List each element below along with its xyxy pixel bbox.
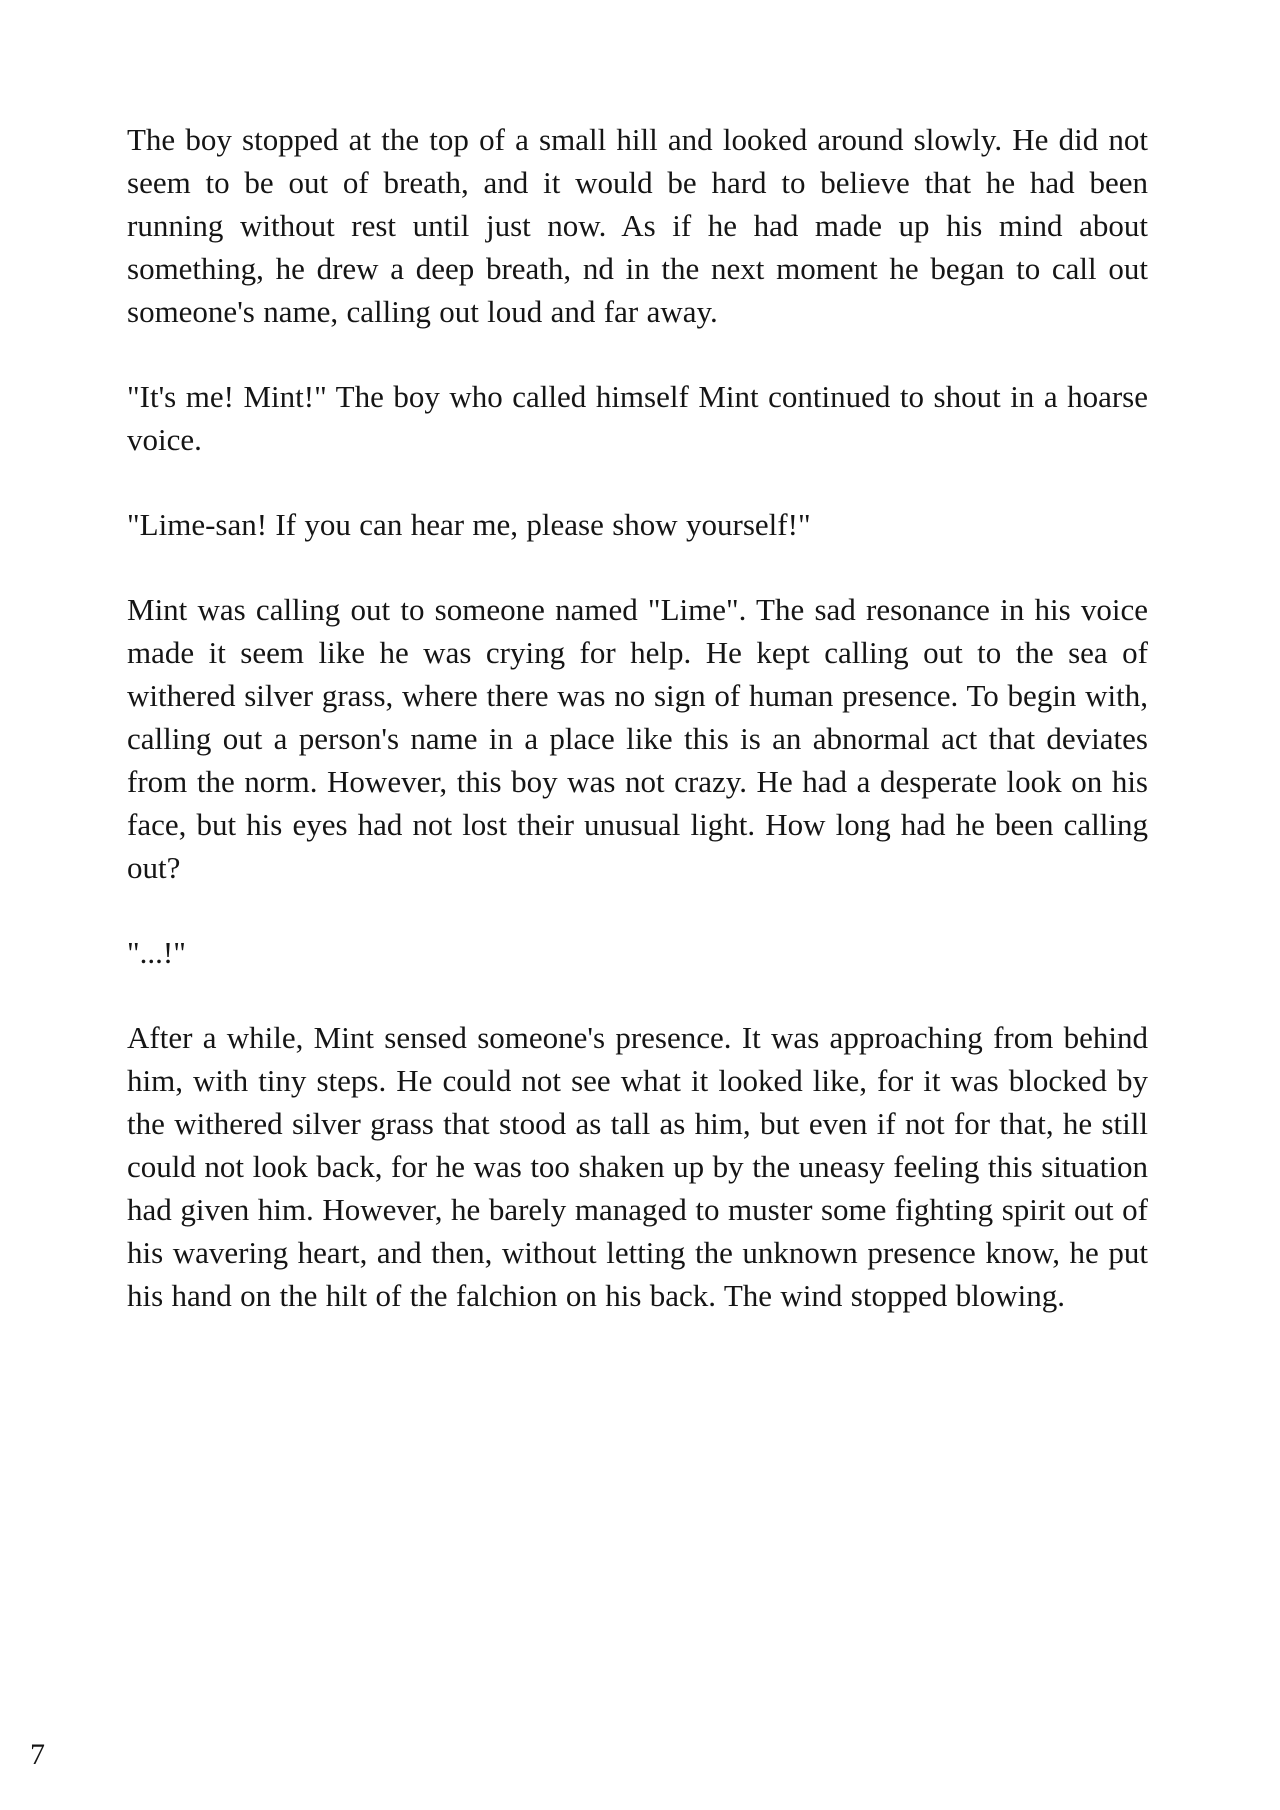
paragraph: Mint was calling out to someone named "Lime". The sad resonance in his voice made it seem like he was crying for help. He kept calling out to the sea of withered silver grass, where there was no sign of human presence. To begin with, calling out a person's name in a place like this is an abnormal act that deviates from the norm. However, this boy was not crazy. He had a desperate look on his face, but his eyes had not lost their unusual light. How long had he been calling out? <box>127 592 1148 885</box>
paragraph: The boy stopped at the top of a small hill and looked around slowly. He did not seem to be out of breath, and it would be hard to believe that he had been running without rest until just now. As if he had made up his mind about something, he drew a deep breath, nd in the next moment he began to call out someone's name, calling out loud and far away. <box>127 122 1148 329</box>
text-block <box>127 118 1148 1359</box>
paragraph: "...!" <box>127 935 186 970</box>
paragraph: "Lime-san! If you can hear me, please show yourself!" <box>127 507 811 542</box>
paragraph: "It's me! Mint!" The boy who called himself Mint continued to shout in a hoarse voice. <box>127 379 1148 457</box>
paragraph: After a while, Mint sensed someone's presence. It was approaching from behind him, with tiny steps. He could not see what it looked like, for it was blocked by the withered silver grass that stood as tall as him, but even if not for that, he still could not look back, for he was too shaken up by the uneasy feeling this situation had given him. However, he barely managed to muster some fighting spirit out of his wavering heart, and then, without letting the unknown presence know, he put his hand on the hilt of the falchion on his back. The wind stopped blowing. <box>127 1020 1148 1313</box>
page-number: 7 <box>30 1738 45 1771</box>
